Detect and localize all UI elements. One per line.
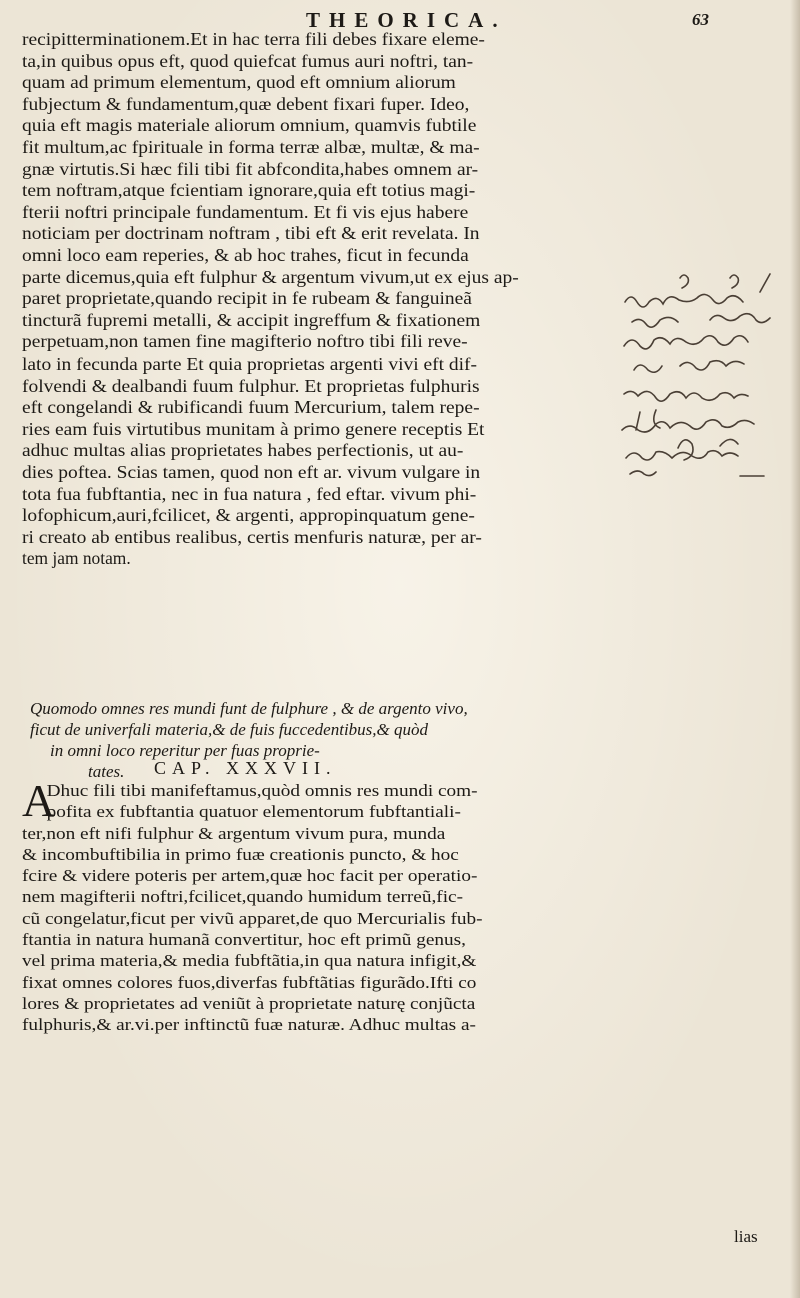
text-line: pofita ex fubftantia quatuor elementorum fubftantiali- [46,802,461,822]
text-line: tota fua fubftantia, nec in fua natura , fed eftar. vivum phi- [22,483,477,504]
text-line: ri creato ab entibus realibus, certis menfuris naturæ, per ar- [22,526,482,547]
text-line: adhuc multas alias proprietates habes perfectionis, ut au- [22,440,464,461]
text-line: recipitterminationem.Et in hac terra fili debes fixare eleme- [22,29,485,49]
running-head-title: THEORICA. [306,8,507,32]
text-line: Dhuc fili tibi manifeftamus,quòd omnis res mundi com- [46,781,478,800]
text-line: fixat omnes colores fuos,diverfas fubftãtias figurãdo.Ifti co [22,972,477,992]
text-line: fubjectum & fundamentum,quæ debent fixari fuper. Ideo, [22,93,470,114]
text-line: nem magifterii noftri,fcilicet,quando humidum terreũ,fic- [22,887,463,907]
text-line: lores & proprietates ad veniũt à proprietate naturę conjũcta [22,993,476,1013]
handwritten-marginal-note [620,270,792,485]
drop-cap: A [22,775,56,826]
text-line: tem noftram,atque fcientiam ignorare,quia eft totius magi- [22,180,476,201]
paragraph-3 [22,775,483,1036]
heading-line: ficut de univerfali materia,& de fuis fuccedentibus,& quòd [30,720,429,739]
page-edge-shadow [790,0,800,1298]
text-line: parte dicemus,quia eft fulphur & argentum vivum,ut ex ejus ap- [22,266,519,287]
text-line: omni loco eam reperies, & ab hoc trahes, ficut in fecunda [22,244,469,265]
paragraph-1 [22,29,519,353]
paragraph-2 [22,354,485,570]
text-line: ries eam fuis virtutibus munitam à primo genere receptis Et [22,418,485,439]
heading-line: Quomodo omnes res mundi funt de fulphure , & de argento vivo, [30,699,468,718]
text-line: ta,in quibus opus eft, quod quiefcat fumus auri noftri, tan- [22,50,474,71]
text-line: folvendi & dealbandi fuum fulphur. Et proprietas fulphuris [22,375,480,396]
text-line: dies poftea. Scias tamen, quod non eft ar. vivum vulgare in [22,461,481,482]
catchword: lias [734,1227,758,1246]
text-line: ter,non eft nifi fulphur & argentum vivum pura, munda [22,823,446,843]
heading-line: tates. [88,762,125,781]
heading-line: in omni loco reperitur per fuas proprie- [50,741,320,760]
text-line: & incombuftibilia in primo fuæ creationis puncto, & hoc [22,844,459,864]
text-line: eft congelandi & rubificandi fuum Mercurium, talem repe- [22,397,480,418]
text-line: perpetuam,non tamen fine magifterio noftro tibi fili reve- [22,331,468,352]
text-line: gnæ virtutis.Si hæc fili tibi fit abfcondita,habes omnem ar- [22,158,479,179]
text-line: fterii noftri principale fundamentum. Et fi vis ejus habere [22,201,469,222]
text-line: quam ad primum elementum, quod eft omnium aliorum [22,72,456,93]
text-line: ftantia in natura humanã convertitur, hoc eft primũ genus, [22,930,466,950]
text-line: cũ congelatur,ficut per vivũ apparet,de quo Mercurialis fub- [22,908,483,928]
text-line: fit multum,ac fpirituale in forma terræ albæ, multæ, & ma- [22,136,480,157]
text-line: vel prima materia,& media fubftãtia,in qua natura infigit,& [22,951,477,971]
text-line: quia eft magis materiale aliorum omnium, quamvis fubtile [22,115,477,136]
text-line: fulphuris,& ar.vi.per inftinctũ fuæ naturæ. Adhuc multas a- [22,1015,476,1035]
text-line: noticiam per doctrinam noftram , tibi eft & erit revelata. In [22,223,480,244]
page-number: 63 [692,10,709,29]
text-line: lato in fecunda parte Et quia proprietas argenti vivi eft dif- [22,354,478,374]
text-line: tincturã fupremi metalli, & accipit ingreffum & fixationem [22,309,481,330]
text-line: lofophicum,auri,fcilicet, & argenti, appropinquatum gene- [22,505,475,526]
chapter-number: CAP. XXXVII. [154,758,337,778]
text-line: paret proprietate,quando recipit in fe rubeam & fanguineã [22,288,472,309]
text-line: tem jam notam. [22,548,131,569]
text-line: fcire & videre poteris per artem,quæ hoc facit per operatio- [22,866,478,886]
